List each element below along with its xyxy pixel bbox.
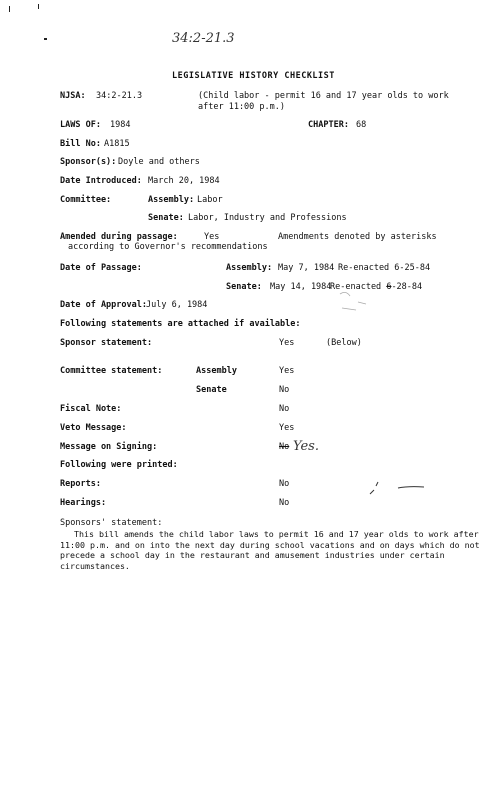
page-title: LEGISLATIVE HISTORY CHECKLIST (172, 71, 335, 81)
committee-statement-assembly-value: Yes (279, 366, 295, 376)
committee-assembly-value: Labor (197, 195, 223, 205)
veto-message-label: Veto Message: (60, 423, 127, 433)
sponsor-statement-note: (Below) (326, 338, 362, 348)
message-on-signing-label: Message on Signing: (60, 442, 158, 452)
committee-statement-label: Committee statement: (60, 366, 163, 376)
sponsors-value: Doyle and others (118, 157, 200, 167)
scan-mark (44, 38, 47, 40)
message-on-signing-struck: No (279, 442, 290, 452)
njsa-value: 34:2-21.3 (96, 91, 143, 101)
sponsor-statement-value: Yes (279, 338, 295, 348)
sponsor-statement-label: Sponsor statement: (60, 338, 153, 348)
statement-body: This bill amends the child labor laws to permit 16 and 17 year olds to work after 11:00 p.m. and on into the next day during school vacations and on days which do not precede a school day in the restaurant and amusement industries under certain circumstances. (60, 529, 480, 571)
faint-annotation (336, 288, 376, 318)
scan-mark (9, 6, 10, 12)
statement-heading: Sponsors' statement: (60, 518, 163, 528)
passage-assembly-reenacted: Re-enacted 6-25-84 (338, 263, 431, 273)
committee-assembly-label: Assembly: (148, 195, 195, 205)
message-on-signing-handwritten: Yes. (293, 439, 319, 454)
handwritten-scribble (368, 476, 428, 498)
njsa-description: (Child labor - permit 16 and 17 year olds to work (198, 91, 449, 101)
following-printed: Following were printed: (60, 460, 178, 470)
passage-senate-value: May 14, 1984 (270, 282, 332, 292)
committee-statement-senate-value: No (279, 385, 290, 395)
sponsors-label: Sponsor(s): (60, 157, 117, 167)
passage-senate-label: Senate: (226, 282, 262, 292)
veto-message-value: Yes (279, 423, 295, 433)
date-of-approval-label: Date of Approval: (60, 300, 147, 310)
njsa-description-2: after 11:00 p.m.) (198, 102, 285, 112)
njsa-label: NJSA: (60, 91, 86, 101)
date-of-passage-label: Date of Passage: (60, 263, 142, 273)
hearings-value: No (279, 498, 290, 508)
amended-label: Amended during passage: (60, 232, 178, 242)
passage-assembly-label: Assembly: (226, 263, 273, 273)
committee-statement-senate-label: Senate (196, 385, 227, 395)
amended-value: Yes (204, 232, 220, 242)
committee-senate-value: Labor, Industry and Professions (188, 213, 347, 223)
following-attached: Following statements are attached if available: (60, 319, 301, 329)
laws-of-label: LAWS OF: (60, 120, 101, 130)
passage-assembly-value: May 7, 1984 (278, 263, 335, 273)
committee-statement-assembly-label: Assembly (196, 366, 237, 376)
date-introduced-label: Date Introduced: (60, 176, 142, 186)
reports-value: No (279, 479, 290, 489)
amended-note-2: according to Governor's recommendations (68, 242, 268, 252)
scan-mark (38, 4, 39, 9)
fiscal-note-value: No (279, 404, 290, 414)
bill-no-label: Bill No: (60, 139, 101, 149)
reports-label: Reports: (60, 479, 101, 489)
passage-senate-reenacted: Re-enacted 6-28-84 (330, 282, 423, 292)
laws-of-value: 1984 (110, 120, 131, 130)
date-of-approval-value: July 6, 1984 (146, 300, 208, 310)
struck-digit: 6 (386, 282, 392, 292)
date-introduced-value: March 20, 1984 (148, 176, 220, 186)
chapter-value: 68 (356, 120, 367, 130)
hearings-label: Hearings: (60, 498, 107, 508)
bill-no-value: A1815 (104, 139, 130, 149)
committee-senate-label: Senate: (148, 213, 184, 223)
committee-label: Committee: (60, 195, 112, 205)
chapter-label: CHAPTER: (308, 120, 349, 130)
fiscal-note-label: Fiscal Note: (60, 404, 122, 414)
handwritten-number: 34:2-21.3 (172, 31, 235, 46)
amended-note: Amendments denoted by asterisks (278, 232, 437, 242)
